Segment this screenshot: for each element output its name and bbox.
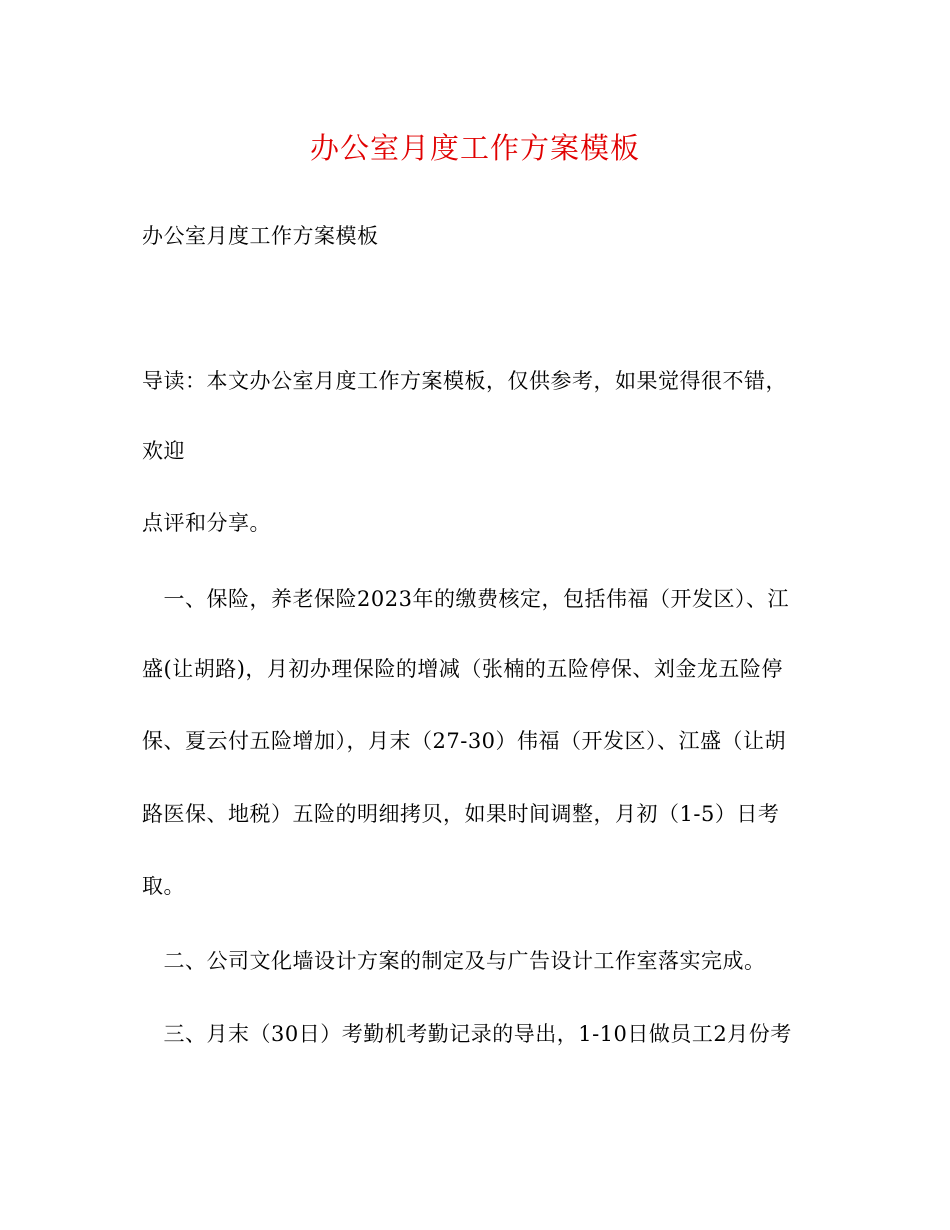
item-1-line-4: 路医保、地税）五险的明细拷贝，如果时间调整，月初（1-5）日考: [142, 802, 780, 826]
item-1-line-2: 盛(让胡路)，月初办理保险的增减（张楠的五险停保、刘金龙五险停: [142, 657, 783, 681]
item-1-line-3: 保、夏云付五险增加），月末（27-30）伟福（开发区）、江盛（让胡: [142, 729, 787, 753]
item-3-line-1: 三、月末（30日）考勤机考勤记录的导出，1-10日做员工2月份考: [142, 1022, 792, 1046]
document-title: 办公室月度工作方案模板: [309, 131, 640, 165]
intro-line-2: 欢迎: [142, 439, 185, 463]
item-1-line-5: 取。: [142, 874, 185, 898]
item-2-line: 二、公司文化墙设计方案的制定及与广告设计工作室落实完成。: [142, 949, 766, 973]
item-1-line-1: 一、保险，养老保险2023年的缴费核定，包括伟福（开发区）、江: [142, 587, 789, 611]
intro-line-3: 点评和分享。: [142, 511, 271, 535]
intro-line-1: 导读：本文办公室月度工作方案模板，仅供参考，如果觉得很不错，: [142, 369, 787, 393]
subtitle-line: 办公室月度工作方案模板: [142, 224, 379, 248]
